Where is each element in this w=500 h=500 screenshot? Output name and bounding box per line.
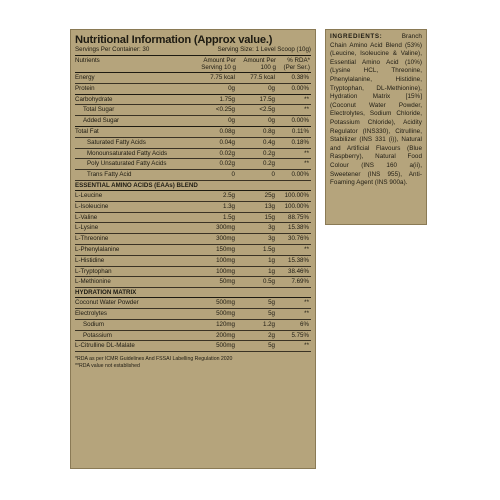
amount-per-100g: 13g bbox=[264, 202, 275, 210]
amount-per-serving: 150mg bbox=[216, 245, 235, 253]
nutrient-name: Coconut Water Powder bbox=[75, 299, 139, 307]
eaa-section-title: ESSENTIAL AMINO ACIDS (EAAs) BLEND bbox=[75, 181, 311, 191]
nutrient-name: L-Methionine bbox=[75, 278, 111, 286]
amount-per-100g: 0g bbox=[268, 84, 275, 92]
amount-per-serving: 0g bbox=[228, 117, 235, 125]
nutrient-name: L-Histidine bbox=[75, 256, 105, 264]
amount-per-serving: 1.75g bbox=[219, 95, 235, 103]
nutrient-name: L-Valine bbox=[75, 213, 98, 221]
amount-per-100g: 0.4g bbox=[262, 138, 275, 146]
rda-percent: ** bbox=[304, 245, 309, 253]
ingredients-title: INGREDIENTS: bbox=[330, 33, 383, 40]
nutrient-name: Monounsaturated Fatty Acids bbox=[87, 149, 168, 157]
nutrient-name: L-Lysine bbox=[75, 224, 99, 232]
rda-percent: 38.46% bbox=[288, 267, 309, 275]
table-row bbox=[75, 298, 311, 309]
amount-per-100g: 1.2g bbox=[262, 320, 275, 328]
table-row bbox=[75, 309, 311, 320]
rda-percent: 6% bbox=[300, 320, 309, 328]
table-row bbox=[75, 116, 311, 127]
nutrition-panel bbox=[70, 29, 316, 469]
amount-per-serving: 100mg bbox=[216, 267, 235, 275]
amount-per-serving: 100mg bbox=[216, 256, 235, 264]
table-row bbox=[75, 170, 311, 181]
ingredients-panel bbox=[325, 29, 427, 225]
rda-percent: 7.69% bbox=[291, 278, 309, 286]
nutrient-name: L-Citrulline DL-Malate bbox=[75, 342, 135, 350]
rda-percent: ** bbox=[304, 95, 309, 103]
rda-percent: 15.38% bbox=[288, 224, 309, 232]
eaa-rows bbox=[75, 191, 311, 288]
table-row bbox=[75, 105, 311, 116]
serving-info bbox=[75, 46, 311, 56]
rda-percent: 100.00% bbox=[284, 202, 309, 210]
table-row bbox=[75, 331, 311, 342]
rda-percent: 0.11% bbox=[291, 127, 309, 135]
table-row bbox=[75, 149, 311, 160]
amount-per-100g: 1g bbox=[268, 267, 275, 275]
nutrient-name: L-Threonine bbox=[75, 235, 109, 243]
nutrient-name: Added Sugar bbox=[83, 117, 120, 125]
rda-percent: ** bbox=[304, 106, 309, 114]
nutrient-name: Carbohydrate bbox=[75, 95, 113, 103]
amount-per-serving: 0.02g bbox=[219, 160, 235, 168]
nutrient-name: Energy bbox=[75, 74, 95, 81]
table-row bbox=[75, 320, 311, 331]
rda-percent: 0.00% bbox=[291, 84, 309, 92]
amount-per-100g: 77.5 kcal bbox=[250, 74, 275, 81]
amount-per-serving: 500mg bbox=[216, 309, 235, 317]
rda-percent: 0.00% bbox=[291, 171, 309, 179]
amount-per-serving: 120mg bbox=[216, 320, 235, 328]
nutrient-name: L-Isoleucine bbox=[75, 202, 109, 210]
amount-per-100g: 1g bbox=[268, 256, 275, 264]
nutrient-name: Sodium bbox=[83, 320, 104, 328]
rda-percent: ** bbox=[304, 160, 309, 168]
hydration-section-title: HYDRATION MATRIX bbox=[75, 288, 311, 298]
amount-per-serving: 300mg bbox=[216, 224, 235, 232]
table-row bbox=[75, 213, 311, 224]
header-per-100g: Amount Per 100 g bbox=[243, 57, 276, 71]
rda-percent: ** bbox=[304, 342, 309, 350]
amount-per-100g: 0.5g bbox=[262, 278, 275, 286]
rda-percent: 0.38% bbox=[291, 74, 309, 81]
rda-percent: 100.00% bbox=[284, 191, 309, 199]
amount-per-serving: 0 bbox=[231, 171, 235, 179]
table-row bbox=[75, 234, 311, 245]
table-row bbox=[75, 127, 311, 138]
amount-per-serving: 300mg bbox=[216, 235, 235, 243]
table-row bbox=[75, 341, 311, 352]
amount-per-serving: 7.75 kcal bbox=[210, 74, 235, 81]
amount-per-serving: 200mg bbox=[216, 331, 235, 339]
nutrient-name: L-Phenylalanine bbox=[75, 245, 120, 253]
rda-percent: 0.18% bbox=[291, 138, 309, 146]
nutrient-name: Potassium bbox=[83, 331, 112, 339]
amount-per-100g: 5g bbox=[268, 309, 275, 317]
table-row bbox=[75, 277, 311, 288]
rda-percent: 30.76% bbox=[288, 235, 309, 243]
amount-per-100g: 3g bbox=[268, 235, 275, 243]
amount-per-100g: 5g bbox=[268, 299, 275, 307]
hydration-rows bbox=[75, 298, 311, 352]
table-row bbox=[75, 159, 311, 170]
nutrient-name: Poly Unsaturated Fatty Acids bbox=[87, 160, 167, 168]
rda-percent: 0.00% bbox=[291, 117, 309, 125]
amount-per-serving: 0g bbox=[228, 84, 235, 92]
amount-per-serving: 50mg bbox=[219, 278, 235, 286]
servings-per-container: Servings Per Container: 30 bbox=[75, 46, 150, 53]
amount-per-100g: 0.2g bbox=[262, 160, 275, 168]
amount-per-100g: 0 bbox=[271, 171, 275, 179]
footnotes bbox=[75, 356, 311, 369]
amount-per-100g: 2g bbox=[268, 331, 275, 339]
table-header bbox=[75, 56, 311, 73]
footnote-rda: *RDA as per ICMR Guidelines And FSSAI Labelling Regulation 2020 bbox=[75, 356, 233, 363]
amount-per-serving: 2.5g bbox=[222, 191, 235, 199]
nutrient-name: Trans Fatty Acid bbox=[87, 171, 132, 179]
table-row bbox=[75, 267, 311, 278]
header-nutrients: Nutrients bbox=[75, 57, 100, 64]
amount-per-100g: 17.5g bbox=[259, 95, 275, 103]
table-row bbox=[75, 95, 311, 106]
table-row bbox=[75, 202, 311, 213]
amount-per-serving: 0.02g bbox=[219, 149, 235, 157]
footnote-not-established: **RDA value not established bbox=[75, 362, 140, 369]
rda-percent: 15.38% bbox=[288, 256, 309, 264]
nutrient-name: L-Tryptophan bbox=[75, 267, 112, 275]
ingredients-block bbox=[330, 33, 422, 188]
amount-per-serving: 0.04g bbox=[219, 138, 235, 146]
header-per-serving: Amount Per Serving 10 g bbox=[201, 57, 236, 71]
nutrient-name: Electrolytes bbox=[75, 309, 107, 317]
nutrient-name: Saturated Fatty Acids bbox=[87, 138, 146, 146]
table-row bbox=[75, 73, 311, 84]
amount-per-serving: 1.3g bbox=[222, 202, 235, 210]
amount-per-serving: 500mg bbox=[216, 342, 235, 350]
amount-per-100g: 1.5g bbox=[262, 245, 275, 253]
table-row bbox=[75, 223, 311, 234]
rda-percent: 5.75% bbox=[291, 331, 309, 339]
amount-per-serving: 500mg bbox=[216, 299, 235, 307]
amount-per-serving: 1.5g bbox=[222, 213, 235, 221]
amount-per-100g: 3g bbox=[268, 224, 275, 232]
table-row bbox=[75, 245, 311, 256]
table-row bbox=[75, 256, 311, 267]
nutrient-name: Total Fat bbox=[75, 127, 99, 135]
table-row bbox=[75, 84, 311, 95]
amount-per-100g: 0g bbox=[268, 117, 275, 125]
nutrient-name: Total Sugar bbox=[83, 106, 115, 114]
ingredients-text: Branch Chain Amino Acid Blend (53%) (Leucine, Isoleucine & Valine), Essential Amino Acid (10%) (Lysine HCL, Threonine, Phenylalanine, Histidine, Tryptophan, DL-Methionine), Hydration Matrix [15%] (Coconut Water Powder, Electrolytes, Sodium Chloride, Potassium Chloride), Acidity Regulator (INS330), Citrulline, Stabilizer (INS 331 (i)), Natural and Artificial Flavours (Blue Raspberry), Natural Food Colour (INS 160 a(ii), Sweetener (INS 955), Anti-Foaming Agent (INS 900a). bbox=[330, 33, 422, 187]
amount-per-serving: 0.08g bbox=[219, 127, 235, 135]
amount-per-100g: 15g bbox=[264, 213, 275, 221]
nutrient-rows bbox=[75, 73, 311, 181]
rda-percent: ** bbox=[304, 299, 309, 307]
amount-per-100g: 0.2g bbox=[262, 149, 275, 157]
amount-per-serving: <0.25g bbox=[215, 106, 235, 114]
table-row bbox=[75, 138, 311, 149]
rda-percent: ** bbox=[304, 309, 309, 317]
nutrient-name: Protein bbox=[75, 84, 95, 92]
amount-per-100g: <2.5g bbox=[259, 106, 275, 114]
amount-per-100g: 0.8g bbox=[262, 127, 275, 135]
nutrient-name: L-Leucine bbox=[75, 191, 103, 199]
amount-per-100g: 5g bbox=[268, 342, 275, 350]
serving-size: Serving Size: 1 Level Scoop (10g) bbox=[217, 46, 311, 53]
rda-percent: ** bbox=[304, 149, 309, 157]
nutrition-title: Nutritional Information (Approx value.) bbox=[75, 34, 273, 46]
rda-percent: 88.75% bbox=[288, 213, 309, 221]
amount-per-100g: 25g bbox=[264, 191, 275, 199]
table-row bbox=[75, 191, 311, 202]
header-rda: % RDA* (Per Ser.) bbox=[283, 57, 310, 71]
